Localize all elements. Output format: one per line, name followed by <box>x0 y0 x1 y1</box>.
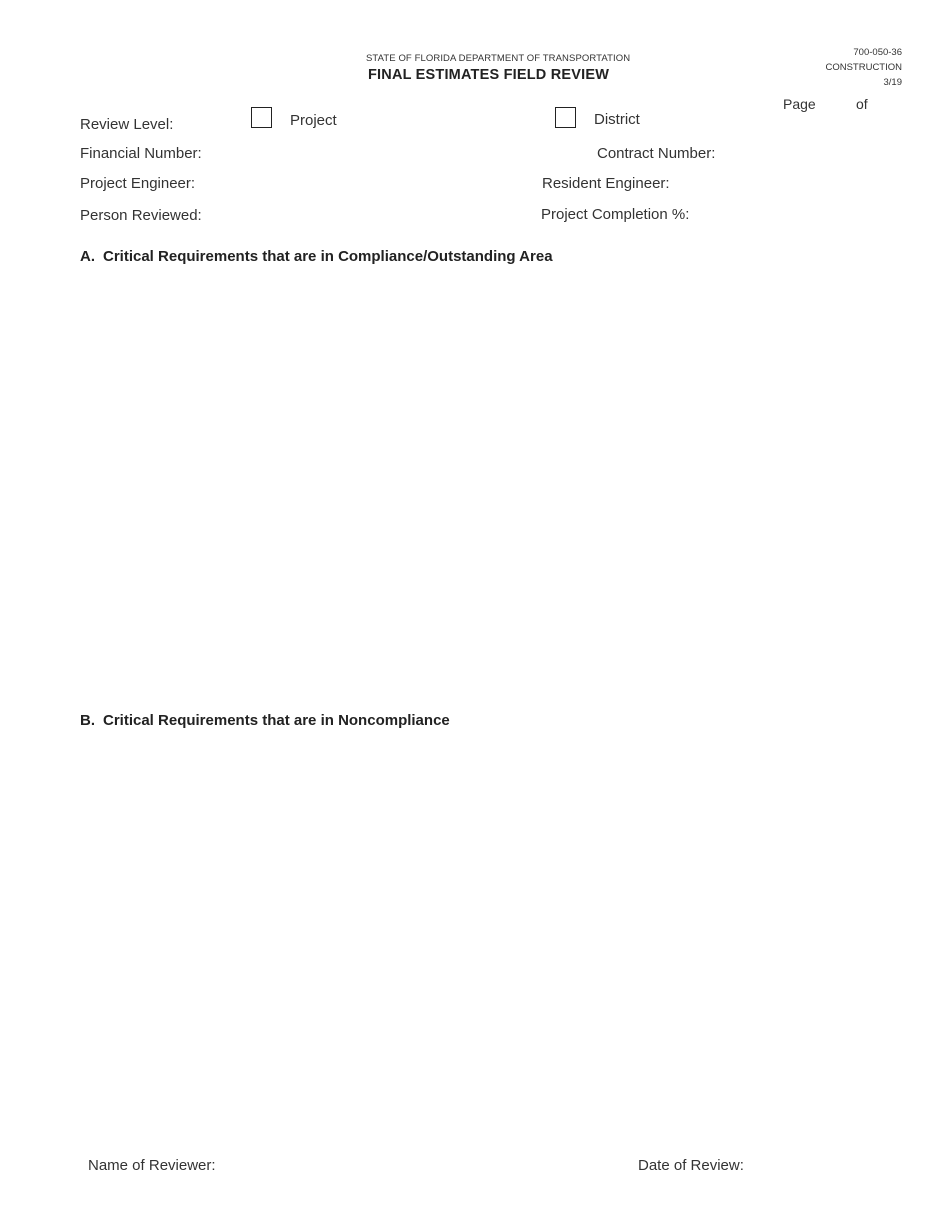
page-label: Page <box>783 96 816 112</box>
project-completion-label: Project Completion %: <box>541 206 690 223</box>
review-level-label: Review Level: <box>80 116 174 133</box>
resident-engineer-label: Resident Engineer: <box>542 175 670 192</box>
contract-number-label: Contract Number: <box>597 145 716 162</box>
review-level-district-label: District <box>594 111 640 128</box>
review-level-project-checkbox[interactable] <box>251 107 272 128</box>
section-b-heading <box>80 712 450 729</box>
section-a-letter: A. <box>80 248 95 265</box>
section-a-heading <box>80 248 553 265</box>
section-a-content-area[interactable] <box>80 272 870 692</box>
form-number: 700-050-36 <box>853 47 902 58</box>
form-category: CONSTRUCTION <box>825 62 902 73</box>
agency-name: STATE OF FLORIDA DEPARTMENT OF TRANSPORTATION <box>366 53 631 64</box>
form-meta <box>825 45 902 90</box>
of-label: of <box>856 96 868 112</box>
review-date-label: Date of Review: <box>638 1157 744 1174</box>
section-b-content-area[interactable] <box>80 736 870 1136</box>
person-reviewed-label: Person Reviewed: <box>80 207 202 224</box>
review-level-district-checkbox[interactable] <box>555 107 576 128</box>
financial-number-label: Financial Number: <box>80 145 202 162</box>
project-engineer-label: Project Engineer: <box>80 175 196 192</box>
section-b-title: Critical Requirements that are in Noncompliance <box>103 712 450 729</box>
section-a-title: Critical Requirements that are in Compliance/Outstanding Area <box>103 248 553 265</box>
reviewer-name-label: Name of Reviewer: <box>88 1157 216 1174</box>
section-b-letter: B. <box>80 712 95 729</box>
form-title: FINAL ESTIMATES FIELD REVIEW <box>368 67 610 83</box>
form-revision: 3/19 <box>883 77 902 88</box>
review-level-project-label: Project <box>290 112 337 129</box>
